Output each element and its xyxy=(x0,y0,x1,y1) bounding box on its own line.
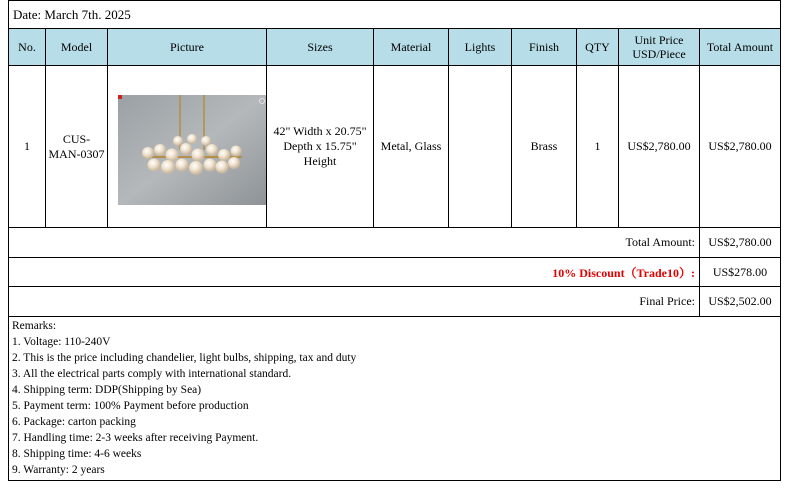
remark-item: 5. Payment term: 100% Payment before production xyxy=(12,400,249,412)
header-model: Model xyxy=(60,39,93,54)
remarks-title: Remarks: xyxy=(12,320,57,332)
remark-item: 4. Shipping term: DDP(Shipping by Sea) xyxy=(12,384,202,396)
remark-item: 7. Handling time: 2-3 weeks after receiving Payment. xyxy=(12,432,259,444)
header-material: Material xyxy=(390,39,432,54)
remark-item: 9. Warranty: 2 years xyxy=(12,464,105,476)
rule xyxy=(8,480,781,481)
header-unit-price-line2: USD/Piece xyxy=(632,47,686,61)
item-finish: Brass xyxy=(530,139,558,153)
item-material: Metal, Glass xyxy=(380,139,442,153)
quotation-sheet xyxy=(8,0,781,482)
header-total-amount: Total Amount xyxy=(706,39,774,54)
header-lights: Lights xyxy=(464,39,496,54)
item-sizes-line3: Height xyxy=(303,154,337,168)
remark-item: 3. All the electrical parts comply with international standard. xyxy=(12,368,292,380)
header-sizes: Sizes xyxy=(307,39,333,54)
item-sizes-line1: 42" Width x 20.75" xyxy=(273,124,367,138)
header-qty: QTY xyxy=(585,39,610,54)
item-model-line1: CUS- xyxy=(62,131,91,146)
date-line: Date: March 7th. 2025 xyxy=(13,6,131,22)
remark-item: 8. Shipping time: 4-6 weeks xyxy=(12,448,142,460)
final-price-label: Final Price: xyxy=(639,294,695,308)
item-no: 1 xyxy=(24,139,30,153)
remark-item: 2. This is the price including chandelier, light bulbs, shipping, tax and duty xyxy=(12,352,357,364)
header-picture: Picture xyxy=(170,39,204,54)
item-sizes xyxy=(267,66,373,227)
discount-value: US$278.00 xyxy=(712,264,768,279)
discount-label: 10% Discount（Trade10）: xyxy=(552,265,695,280)
total-amount-value: US$2,780.00 xyxy=(708,235,772,249)
remarks-section xyxy=(12,318,356,478)
remark-item: 6. Package: carton packing xyxy=(12,416,136,428)
item-model xyxy=(46,66,107,227)
item-lights xyxy=(449,66,511,227)
item-qty: 1 xyxy=(594,139,601,153)
item-sizes-line2: Depth x 15.75" xyxy=(283,139,357,153)
rule xyxy=(8,316,781,317)
item-unit-price: US$2,780.00 xyxy=(627,139,691,153)
rule xyxy=(780,0,781,481)
chandelier-photo xyxy=(118,95,266,205)
total-amount-label: Total Amount: xyxy=(625,235,695,249)
header-finish: Finish xyxy=(528,39,559,54)
item-model-line2: MAN-0307 xyxy=(48,146,105,161)
header-unit-price xyxy=(619,29,699,65)
item-total: US$2,780.00 xyxy=(708,139,772,153)
header-no: No. xyxy=(18,39,36,54)
final-price-value: US$2,502.00 xyxy=(708,294,772,308)
remark-item: 1. Voltage: 110-240V xyxy=(12,336,111,348)
header-unit-price-line1: Unit Price xyxy=(634,33,684,47)
